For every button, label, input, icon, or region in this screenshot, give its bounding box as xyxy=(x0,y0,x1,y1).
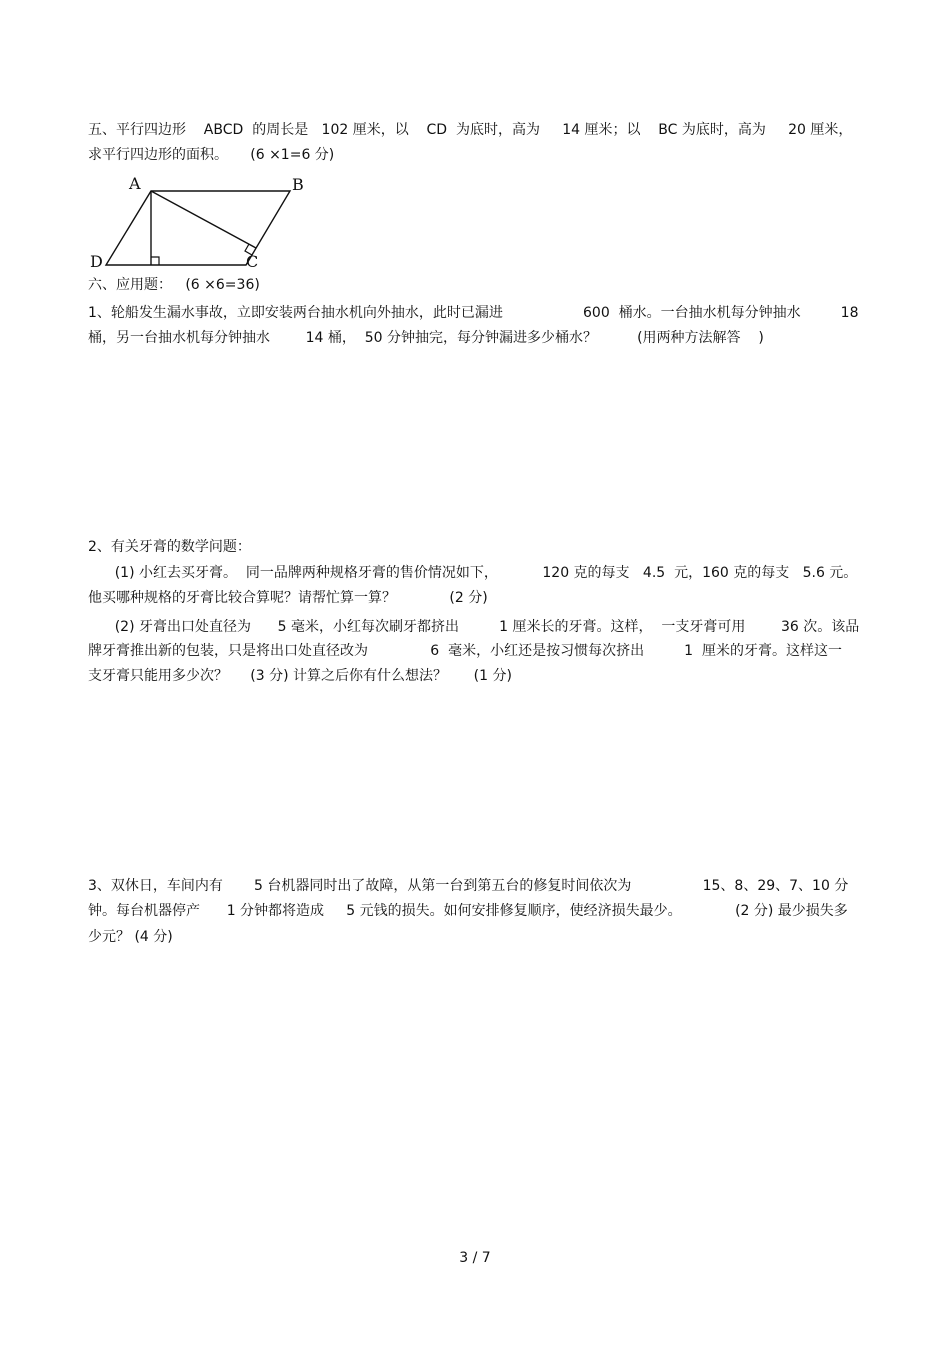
height-to-bc xyxy=(151,191,256,248)
q2-part1-line2: 他买哪种规格的牙膏比较合算呢？请帮忙算一算？ (2 分) xyxy=(88,590,488,606)
q2-part2-line2: 牌牙膏推出新的包装，只是将出口处直径改为 6 毫米，小红还是按习惯每次挤出 1 厘米的牙膏。这样这一 xyxy=(88,643,842,659)
vertex-label-d: D xyxy=(90,252,103,269)
q2-heading: 2、有关牙膏的数学问题： xyxy=(88,539,251,555)
section5-problem-line1: 五、平行四边形 ABCD 的周长是 102 厘米，以 CD 为底时，高为 14 厘米；以 BC 为底时，高为 20 厘米， xyxy=(88,122,853,138)
q3-line3: 少元？ (4 分) xyxy=(88,929,173,945)
page-number: 3 / 7 xyxy=(459,1250,491,1266)
vertex-label-a: A xyxy=(129,174,141,193)
right-angle-mark-cd xyxy=(151,257,159,265)
section5-problem-line2: 求平行四边形的面积。 (6 ×1=6 分) xyxy=(88,147,335,163)
parallelogram-diagram xyxy=(88,173,308,269)
q3-line1: 3、双休日，车间内有 5 台机器同时出了故障，从第一台到第五台的修复时间依次为 15、8、29、7、10 分 xyxy=(88,878,849,894)
parallelogram-figure xyxy=(88,173,308,269)
q2-part2-line3: 支牙膏只能用多少次？ (3 分) 计算之后你有什么想法？ (1 分) xyxy=(88,668,512,684)
parallelogram-outline xyxy=(106,191,290,265)
q1-line1: 1、轮船发生漏水事故，立即安装两台抽水机向外抽水，此时已漏进 600 桶水。一台抽水机每分钟抽水 18 xyxy=(88,305,859,321)
vertex-label-b: B xyxy=(292,175,304,194)
q2-part2-line1: (2) 牙膏出口处直径为 5 毫米，小红每次刷牙都挤出 1 厘米长的牙膏。这样， 一支牙膏可用 36 次。该品 xyxy=(88,619,860,635)
section6-heading: 六、应用题： (6 ×6=36) xyxy=(88,277,260,293)
vertex-label-c: C xyxy=(246,252,259,269)
q2-part1-line1: (1) 小红去买牙膏。 同一品牌两种规格牙膏的售价情况如下， 120 克的每支 4.5 元，160 克的每支 5.6 元。 xyxy=(88,565,858,581)
q3-line2: 钟。每台机器停产 1 分钟都将造成 5 元钱的损失。如何安排修复顺序，使经济损失最少。 (2 分) 最少损失多 xyxy=(88,903,848,919)
q1-line2: 桶，另一台抽水机每分钟抽水 14 桶， 50 分钟抽完，每分钟漏进多少桶水？ (用两种方法解答 ) xyxy=(88,330,764,346)
